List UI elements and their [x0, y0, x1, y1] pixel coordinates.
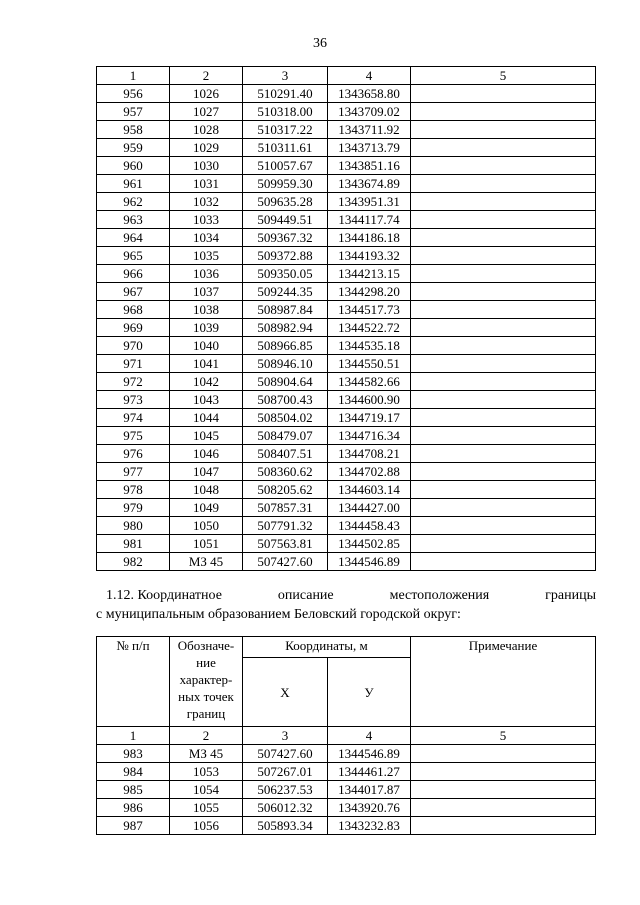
header-coordinates: Координаты, м: [243, 637, 411, 658]
table-row: [97, 799, 596, 817]
table-cell: 507857.31: [243, 499, 328, 517]
table-cell: [411, 229, 596, 247]
table-cell: [411, 763, 596, 781]
table-cell: 1343232.83: [328, 817, 411, 835]
table-cell: 1343674.89: [328, 175, 411, 193]
table-cell: 975: [97, 427, 170, 445]
table-cell: 508987.84: [243, 301, 328, 319]
table-cell: 1344213.15: [328, 265, 411, 283]
table-cell: 1344535.18: [328, 337, 411, 355]
table-row: [97, 517, 596, 535]
table-cell: 509244.35: [243, 283, 328, 301]
table2-index-row: [97, 727, 596, 745]
table-row: [97, 337, 596, 355]
table-cell: 1053: [170, 763, 243, 781]
table-cell: 974: [97, 409, 170, 427]
table-cell: 509449.51: [243, 211, 328, 229]
table-cell: 507563.81: [243, 535, 328, 553]
table-row: [97, 427, 596, 445]
table-row: [97, 463, 596, 481]
table-cell: 1056: [170, 817, 243, 835]
table-cell: [411, 301, 596, 319]
table-cell: [411, 463, 596, 481]
table-cell: 959: [97, 139, 170, 157]
table-row: [97, 745, 596, 763]
heading-word: описание: [277, 588, 334, 603]
table-cell: 509372.88: [243, 247, 328, 265]
table-cell: [411, 391, 596, 409]
table-cell: 1343920.76: [328, 799, 411, 817]
table-cell: 508966.85: [243, 337, 328, 355]
table-cell: 507427.60: [243, 553, 328, 571]
table-cell: 508360.62: [243, 463, 328, 481]
table-cell: 1344582.66: [328, 373, 411, 391]
table-cell: [411, 745, 596, 763]
table-cell: 981: [97, 535, 170, 553]
table-cell: 1343709.02: [328, 103, 411, 121]
index-cell: 4: [328, 727, 411, 745]
table-cell: [411, 121, 596, 139]
table-cell: [411, 481, 596, 499]
table-cell: 1029: [170, 139, 243, 157]
table-cell: [411, 553, 596, 571]
table-cell: [411, 517, 596, 535]
table-cell: [411, 283, 596, 301]
table-cell: 510311.61: [243, 139, 328, 157]
table-row: [97, 121, 596, 139]
table-row: [97, 763, 596, 781]
table-cell: 980: [97, 517, 170, 535]
table-row: [97, 103, 596, 121]
table-cell: 961: [97, 175, 170, 193]
table-row: [97, 247, 596, 265]
section-heading-line1: [96, 586, 596, 605]
table-cell: 508504.02: [243, 409, 328, 427]
table-cell: 1344427.00: [328, 499, 411, 517]
table-cell: 1054: [170, 781, 243, 799]
table-cell: [411, 319, 596, 337]
table-cell: 1344600.90: [328, 391, 411, 409]
table-cell: 983: [97, 745, 170, 763]
table-cell: 1344186.18: [328, 229, 411, 247]
table-row: [97, 229, 596, 247]
table-cell: 1344117.74: [328, 211, 411, 229]
table-cell: 1344461.27: [328, 763, 411, 781]
table-cell: 985: [97, 781, 170, 799]
table-cell: 1032: [170, 193, 243, 211]
table-row: [97, 499, 596, 517]
section-heading: [96, 586, 596, 624]
table-cell: 972: [97, 373, 170, 391]
table-cell: [411, 781, 596, 799]
table-cell: 982: [97, 553, 170, 571]
header-num: № п/п: [97, 637, 170, 727]
table-row: [97, 373, 596, 391]
page-number: 36: [313, 36, 327, 51]
table-cell: 505893.34: [243, 817, 328, 835]
table-row: [97, 355, 596, 373]
table-cell: 1035: [170, 247, 243, 265]
table-cell: 1037: [170, 283, 243, 301]
table-cell: [411, 265, 596, 283]
table-cell: 977: [97, 463, 170, 481]
table-cell: 1050: [170, 517, 243, 535]
table-row: [97, 193, 596, 211]
table-row: [97, 391, 596, 409]
table-row: [97, 481, 596, 499]
coordinates-table-2: [96, 636, 596, 835]
heading-word: местоположения: [389, 588, 490, 603]
table1-header-cell: 1: [97, 67, 170, 85]
table2-header-row: [97, 637, 596, 658]
table-cell: 1344550.51: [328, 355, 411, 373]
table-row: [97, 535, 596, 553]
table-row: [97, 139, 596, 157]
table-cell: [411, 211, 596, 229]
table-cell: 1039: [170, 319, 243, 337]
header-designation: Обозначе- ние характер- ных точек границ: [170, 637, 243, 727]
table1-header-row: [97, 67, 596, 85]
table-cell: [411, 817, 596, 835]
table-cell: [411, 799, 596, 817]
table-cell: 1040: [170, 337, 243, 355]
table-cell: 987: [97, 817, 170, 835]
table-cell: 976: [97, 445, 170, 463]
table-cell: 1051: [170, 535, 243, 553]
section-heading-line2: с муниципальным образованием Беловский городской округ:: [96, 607, 461, 622]
table-cell: 1038: [170, 301, 243, 319]
table-cell: [411, 499, 596, 517]
table-cell: МЗ 45: [170, 553, 243, 571]
table-cell: [411, 409, 596, 427]
table-cell: 507791.32: [243, 517, 328, 535]
table-cell: 979: [97, 499, 170, 517]
table-cell: 956: [97, 85, 170, 103]
table-cell: 1344017.87: [328, 781, 411, 799]
table-cell: 1344193.32: [328, 247, 411, 265]
table-cell: 1031: [170, 175, 243, 193]
table-row: [97, 445, 596, 463]
table-cell: 971: [97, 355, 170, 373]
index-cell: 5: [411, 727, 596, 745]
table-cell: [411, 247, 596, 265]
table1-header-cell: 2: [170, 67, 243, 85]
header-note: Примечание: [411, 637, 596, 727]
table-cell: 1030: [170, 157, 243, 175]
index-cell: 3: [243, 727, 328, 745]
table-row: [97, 409, 596, 427]
table-cell: 1046: [170, 445, 243, 463]
table-cell: [411, 373, 596, 391]
table-cell: [411, 427, 596, 445]
table-cell: [411, 157, 596, 175]
table-row: [97, 265, 596, 283]
table-cell: 1344708.21: [328, 445, 411, 463]
table-cell: 509350.05: [243, 265, 328, 283]
table-cell: 1344719.17: [328, 409, 411, 427]
table-cell: МЗ 45: [170, 745, 243, 763]
table-row: [97, 175, 596, 193]
table-cell: [411, 85, 596, 103]
table-cell: 1042: [170, 373, 243, 391]
table-cell: 1344716.34: [328, 427, 411, 445]
table-cell: 1036: [170, 265, 243, 283]
table-cell: 1045: [170, 427, 243, 445]
table-cell: 969: [97, 319, 170, 337]
table-row: [97, 781, 596, 799]
table-cell: 1049: [170, 499, 243, 517]
table1-header-cell: 4: [328, 67, 411, 85]
header-y: У: [328, 658, 411, 727]
header-x: Х: [243, 658, 328, 727]
table-cell: 1027: [170, 103, 243, 121]
table-cell: 962: [97, 193, 170, 211]
table-cell: 508982.94: [243, 319, 328, 337]
heading-word: границы: [545, 588, 596, 603]
table-cell: 508700.43: [243, 391, 328, 409]
table-cell: 1344603.14: [328, 481, 411, 499]
table-cell: 1044: [170, 409, 243, 427]
table-cell: 1344522.72: [328, 319, 411, 337]
table-cell: 1344546.89: [328, 553, 411, 571]
table-row: [97, 319, 596, 337]
table-cell: [411, 445, 596, 463]
table-row: [97, 157, 596, 175]
table-cell: 973: [97, 391, 170, 409]
table-row: [97, 301, 596, 319]
table-cell: [411, 337, 596, 355]
table-cell: 1344458.43: [328, 517, 411, 535]
table-cell: 984: [97, 763, 170, 781]
table-cell: 508205.62: [243, 481, 328, 499]
table-cell: [411, 139, 596, 157]
table-cell: 967: [97, 283, 170, 301]
table-cell: 1034: [170, 229, 243, 247]
table-cell: 1343851.16: [328, 157, 411, 175]
table-cell: [411, 103, 596, 121]
table-cell: [411, 175, 596, 193]
table-cell: 1047: [170, 463, 243, 481]
table-cell: 509959.30: [243, 175, 328, 193]
table-cell: 1344298.20: [328, 283, 411, 301]
table-cell: 957: [97, 103, 170, 121]
table-cell: 508904.64: [243, 373, 328, 391]
table1-header-cell: 3: [243, 67, 328, 85]
table-cell: 1055: [170, 799, 243, 817]
heading-word: 1.12. Координатное: [106, 588, 222, 603]
table-cell: 510291.40: [243, 85, 328, 103]
table-cell: 510318.00: [243, 103, 328, 121]
index-cell: 1: [97, 727, 170, 745]
table-cell: 1343711.92: [328, 121, 411, 139]
table-row: [97, 817, 596, 835]
table-cell: 978: [97, 481, 170, 499]
table-cell: 508407.51: [243, 445, 328, 463]
table-cell: 986: [97, 799, 170, 817]
table-cell: 508946.10: [243, 355, 328, 373]
table-cell: 965: [97, 247, 170, 265]
table-row: [97, 283, 596, 301]
table-cell: 1033: [170, 211, 243, 229]
table-cell: 1344546.89: [328, 745, 411, 763]
table-cell: 1043: [170, 391, 243, 409]
table-cell: 506237.53: [243, 781, 328, 799]
table-cell: 970: [97, 337, 170, 355]
table-cell: 510317.22: [243, 121, 328, 139]
table-cell: 1344502.85: [328, 535, 411, 553]
table-cell: 1028: [170, 121, 243, 139]
table-cell: 507267.01: [243, 763, 328, 781]
table-cell: 506012.32: [243, 799, 328, 817]
table-cell: 509635.28: [243, 193, 328, 211]
table-cell: 1343951.31: [328, 193, 411, 211]
table-cell: 509367.32: [243, 229, 328, 247]
table-cell: [411, 355, 596, 373]
table1-header-cell: 5: [411, 67, 596, 85]
table-cell: 510057.67: [243, 157, 328, 175]
index-cell: 2: [170, 727, 243, 745]
table-cell: 507427.60: [243, 745, 328, 763]
table-cell: 964: [97, 229, 170, 247]
table-cell: 1344517.73: [328, 301, 411, 319]
table-cell: 508479.07: [243, 427, 328, 445]
table-cell: 1041: [170, 355, 243, 373]
table-cell: [411, 193, 596, 211]
table-cell: 960: [97, 157, 170, 175]
table-cell: [411, 535, 596, 553]
table-cell: 958: [97, 121, 170, 139]
table-cell: 968: [97, 301, 170, 319]
table-cell: 963: [97, 211, 170, 229]
coordinates-table-1: [96, 66, 596, 571]
table-row: [97, 553, 596, 571]
table-cell: 1048: [170, 481, 243, 499]
table-cell: 1343658.80: [328, 85, 411, 103]
table-cell: 966: [97, 265, 170, 283]
table-cell: 1343713.79: [328, 139, 411, 157]
table-cell: 1026: [170, 85, 243, 103]
table-cell: 1344702.88: [328, 463, 411, 481]
table-row: [97, 85, 596, 103]
table-row: [97, 211, 596, 229]
